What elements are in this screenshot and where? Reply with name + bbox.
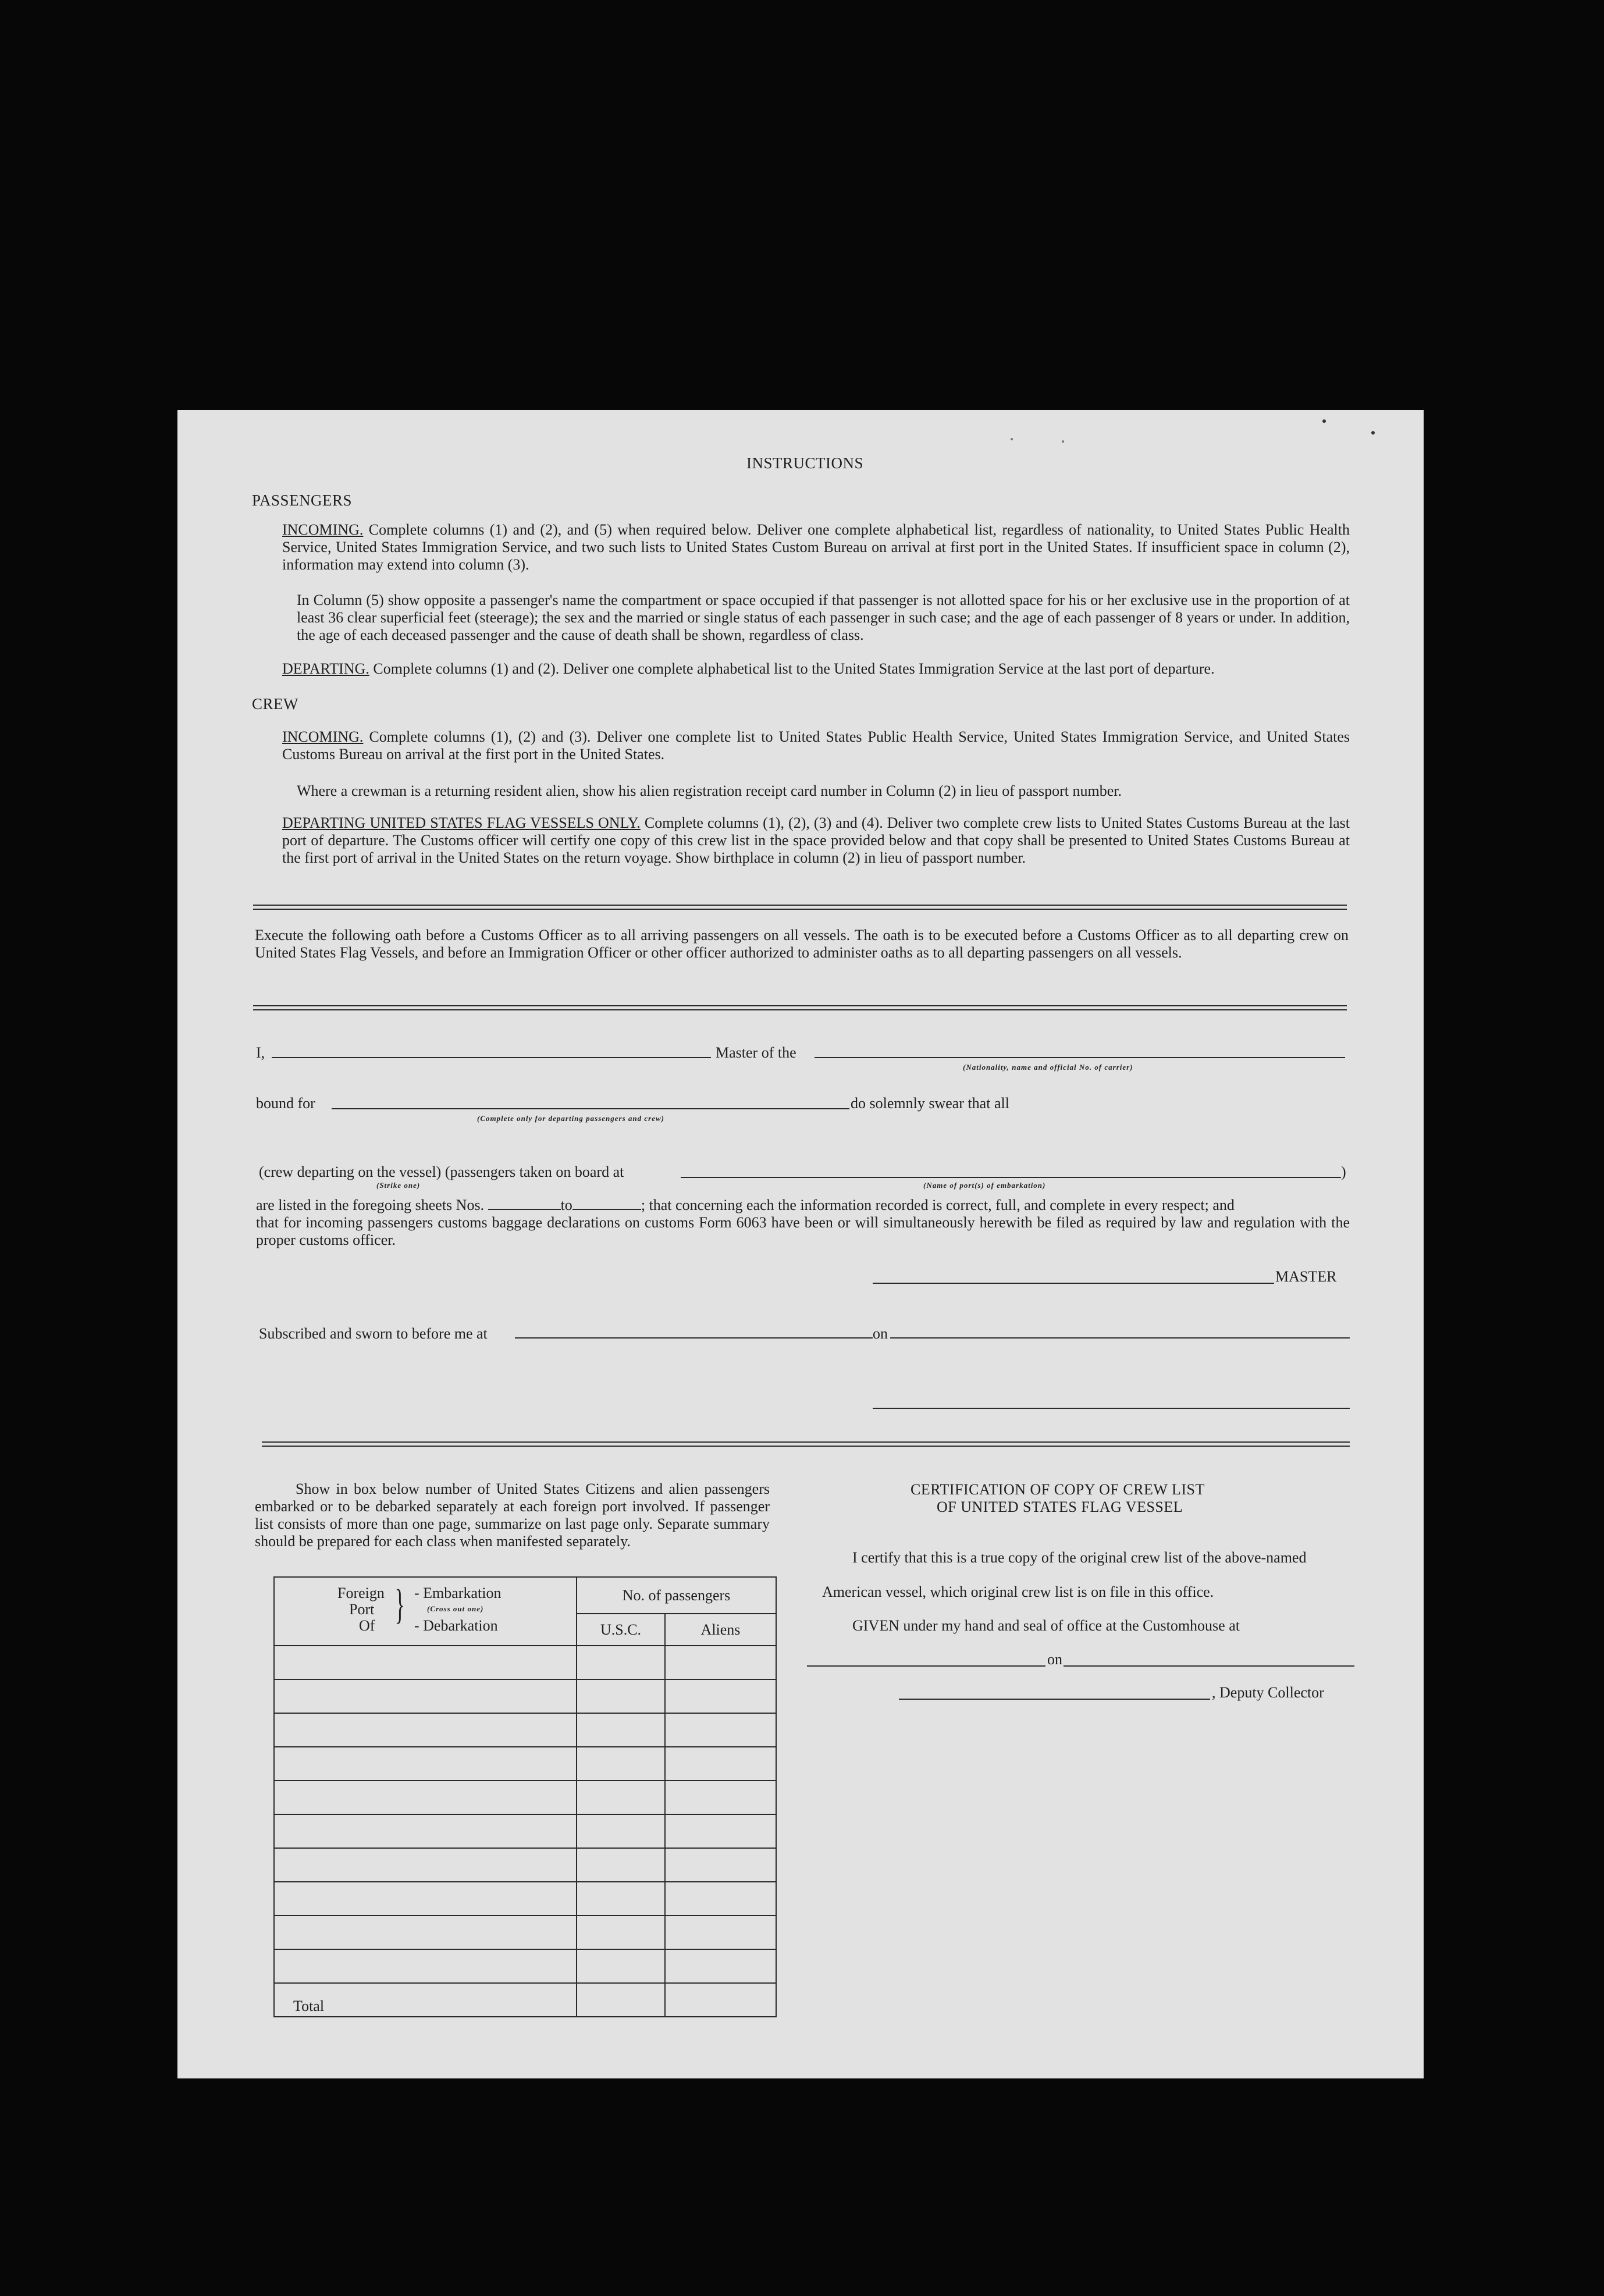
port-cell[interactable]: [274, 1916, 577, 1949]
port-cell[interactable]: [274, 1646, 577, 1679]
port-cell[interactable]: [274, 1949, 577, 1983]
usc-header: U.S.C.: [577, 1614, 665, 1646]
sheets-label: are listed in the foregoing sheets Nos.: [256, 1197, 485, 1213]
sheet-to-line[interactable]: [572, 1197, 641, 1210]
brace-icon: }: [394, 1581, 405, 1628]
aliens-cell[interactable]: [665, 1747, 776, 1781]
oath-divider: [253, 1005, 1347, 1010]
certification-title-2: OF UNITED STATES FLAG VESSEL: [937, 1498, 1183, 1515]
certify-line-1: I certify that this is a true copy of the original crew list of the above-named: [852, 1549, 1307, 1566]
nationality-caption: (Nationality, name and official No. of carrier): [963, 1063, 1133, 1072]
passengers-incoming-text: Complete columns (1) and (2), and (5) when required below. Deliver one complete alphabetical list, regardless of nationality, to United States Public Health Service, United States Immigration Service, and two such lists to United States Custom Bureau on arrival at first port in the United States. If insufficient space in column (2), information may extend into column (3).: [282, 521, 1350, 573]
column5-paragraph: In Column (5) show opposite a passenger's name the compartment or space occupied if that passenger is not allotted space for his or her exclusive use in the proportion of at least 36 clear superficial feet (steerage); the sex and the married or single status of each passenger in such case; and the age of each passenger of 8 years or under. In addition, the age of each deceased passenger and the cause of death shall be shown, regardless of class.: [297, 592, 1350, 643]
sworn-place-line[interactable]: [515, 1337, 873, 1339]
usc-cell[interactable]: [577, 1882, 665, 1916]
usc-cell[interactable]: [577, 1814, 665, 1848]
foreign-label: Foreign: [337, 1585, 385, 1601]
port-cell[interactable]: [274, 1814, 577, 1848]
document-page: [177, 410, 1424, 2078]
master-name-line[interactable]: [272, 1057, 711, 1058]
foreign-port-header: [274, 1577, 577, 1646]
master-signature-line[interactable]: [873, 1283, 1274, 1284]
usc-cell[interactable]: [577, 1747, 665, 1781]
usc-cell[interactable]: [577, 1848, 665, 1882]
deputy-signature-line[interactable]: [899, 1699, 1210, 1700]
aliens-header: Aliens: [665, 1614, 776, 1646]
ports-line[interactable]: [681, 1177, 1341, 1178]
certification-on-label: on: [1047, 1651, 1062, 1668]
no-passengers-header: No. of passengers: [577, 1577, 776, 1614]
crew-heading: CREW: [252, 695, 298, 713]
passengers-heading: PASSENGERS: [252, 492, 353, 509]
port-cell[interactable]: [274, 1713, 577, 1747]
strike-caption: (Strike one): [376, 1181, 421, 1190]
crew-passenger-label: (crew departing on the vessel) (passengers taken on board at: [259, 1163, 624, 1180]
bottom-divider: [262, 1441, 1350, 1447]
usc-cell[interactable]: [577, 1781, 665, 1814]
scan-speck: [1011, 438, 1013, 440]
section-divider: [253, 905, 1347, 910]
bound-caption: (Complete only for departing passengers and crew): [477, 1114, 664, 1123]
officer-signature-line[interactable]: [873, 1408, 1350, 1409]
sworn-on-label: on: [873, 1325, 888, 1342]
port-cell[interactable]: [274, 1781, 577, 1814]
certify-line-2: American vessel, which original crew list is on file in this office.: [822, 1583, 1214, 1600]
crew-resident-paragraph: Where a crewman is a returning resident alien, show his alien registration receipt card number in Column (2) in lieu of passport number.: [297, 782, 1122, 799]
aliens-total-cell[interactable]: [665, 1983, 776, 2017]
passenger-summary-table: [273, 1576, 777, 2017]
usc-cell[interactable]: [577, 1646, 665, 1679]
certification-title-1: CERTIFICATION OF COPY OF CREW LIST: [911, 1481, 1205, 1498]
customhouse-line[interactable]: [807, 1665, 1045, 1667]
aliens-cell[interactable]: [665, 1679, 776, 1713]
passengers-departing-label: DEPARTING.: [282, 660, 369, 677]
subscribed-label: Subscribed and sworn to before me at: [259, 1325, 488, 1342]
bound-for-label: bound for: [256, 1095, 315, 1112]
aliens-cell[interactable]: [665, 1646, 776, 1679]
to-label: to: [560, 1197, 572, 1213]
usc-total-cell[interactable]: [577, 1983, 665, 2017]
of-label: Of: [359, 1617, 375, 1634]
port-label: Port: [349, 1601, 375, 1618]
ports-caption: (Name of port(s) of embarkation): [923, 1181, 1046, 1190]
debarkation-label: - Debarkation: [414, 1617, 498, 1634]
swear-label: do solemnly swear that all: [851, 1095, 1009, 1112]
aliens-cell[interactable]: [665, 1882, 776, 1916]
port-cell[interactable]: [274, 1848, 577, 1882]
master-label: MASTER: [1275, 1268, 1337, 1285]
port-cell[interactable]: [274, 1882, 577, 1916]
cross-out-caption: (Cross out one): [427, 1604, 484, 1613]
sworn-date-line[interactable]: [890, 1337, 1350, 1339]
master-of-label: Master of the: [716, 1044, 796, 1061]
oath-intro: Execute the following oath before a Customs Officer as to all arriving passengers on all vessels. The oath is to be executed before a Customs Officer as to all departing crew on United States Flag Vessels, and before an Immigration Officer or other officer authorized to administer oaths as to all departing passengers on all vessels.: [255, 927, 1349, 961]
oath-rest: that for incoming passengers customs baggage declarations on customs Form 6063 have been or will simultaneously herewith be filed as required by law and regulation with the proper customs officer.: [256, 1214, 1350, 1248]
crew-incoming-label: INCOMING.: [282, 728, 364, 745]
scan-speck: [1371, 431, 1375, 435]
carrier-line[interactable]: [815, 1057, 1345, 1058]
total-label: Total: [274, 1983, 577, 2017]
usc-cell[interactable]: [577, 1679, 665, 1713]
crew-departing-paragraph: [282, 814, 1350, 867]
aliens-cell[interactable]: [665, 1814, 776, 1848]
usc-cell[interactable]: [577, 1713, 665, 1747]
aliens-cell[interactable]: [665, 1781, 776, 1814]
crew-incoming-text: Complete columns (1), (2) and (3). Deliver one complete list to United States Public Health Service, United States Immigration Service, and United States Customs Bureau on arrival at the first port in the United States.: [282, 728, 1350, 763]
aliens-cell[interactable]: [665, 1713, 776, 1747]
crew-departing-label: DEPARTING UNITED STATES FLAG VESSELS ONLY.: [282, 814, 641, 831]
passengers-incoming-label: INCOMING.: [282, 521, 364, 538]
scan-speck: [1322, 419, 1326, 423]
given-text: GIVEN under my hand and seal of office at the Customhouse at: [852, 1617, 1240, 1634]
aliens-cell[interactable]: [665, 1916, 776, 1949]
scan-speck: [1062, 440, 1064, 443]
embarkation-label: - Embarkation: [414, 1585, 502, 1601]
sheets-line: [256, 1197, 1350, 1214]
usc-cell[interactable]: [577, 1916, 665, 1949]
sheet-from-line[interactable]: [488, 1197, 561, 1210]
summary-instructions: Show in box below number of United States Citizens and alien passengers embarked or to be debarked separately at each foreign port involved. If passenger list consists of more than one page, summarize on last page only. Separate summary should be prepared for each class when manifested separately.: [255, 1480, 770, 1550]
crew-incoming-paragraph: [282, 728, 1350, 763]
aliens-cell[interactable]: [665, 1848, 776, 1882]
certification-date-line[interactable]: [1064, 1665, 1354, 1667]
deputy-collector-label: , Deputy Collector: [1212, 1684, 1324, 1701]
close-paren: ): [1341, 1163, 1346, 1180]
port-cell[interactable]: [274, 1747, 577, 1781]
passengers-departing-text: Complete columns (1) and (2). Deliver one complete alphabetical list to the United States Immigration Service at the last port of departure.: [373, 660, 1215, 677]
sheets-rest: ; that concerning each the information recorded is correct, full, and complete in every respect; and: [641, 1197, 1235, 1213]
i-label: I,: [256, 1044, 265, 1061]
passengers-departing-paragraph: [282, 660, 1353, 678]
page-title: INSTRUCTIONS: [746, 454, 864, 472]
passengers-incoming-paragraph: [282, 521, 1350, 574]
crew-departing-text: Complete columns (1), (2), (3) and (4). Deliver two complete crew lists to United States Customs Bureau at the last port of departure. The Customs officer will certify one copy of this crew list in the space provided below and that copy shall be presented to United States Customs Bureau at the first port of arrival in the United States on the return voyage. Show birthplace in column (2) in lieu of passport number.: [282, 814, 1350, 866]
usc-cell[interactable]: [577, 1949, 665, 1983]
port-cell[interactable]: [274, 1679, 577, 1713]
aliens-cell[interactable]: [665, 1949, 776, 1983]
bound-for-line[interactable]: [332, 1108, 849, 1109]
